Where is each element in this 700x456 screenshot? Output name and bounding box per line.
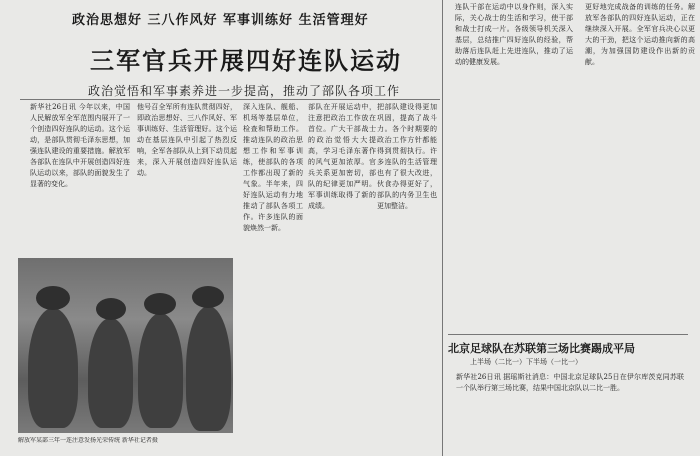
story2-body: 新华社26日讯 据瑶斯社消息：中国北京足球队25日在伊尔库茨克同苏联一个队举行第三场比赛，结果中国北京队以二比一胜。	[456, 373, 684, 392]
photo	[18, 258, 233, 433]
column-6: 连队干部在运动中以身作则，深入实际，关心战士的生活和学习，使干部和战士打成一片。各级领导机关深入基层，总结推广四好连队的经验，帮助落后连队赶上先进连队，推动了运动的健康发展。	[455, 3, 573, 66]
photo-figure-4	[186, 306, 231, 431]
column-5: 把部队建设得更加巩固，提高了战斗力。各个时期要的政治工作方针都能得到贯彻执行。许多连队的生活管理也有了很大改进，伙食办得更好了，部队的内务卫生也更加整洁。	[377, 103, 437, 210]
photo-figure-3	[138, 313, 183, 428]
photo-figure-2	[88, 318, 133, 428]
story2-rule	[448, 334, 688, 335]
column-divider	[442, 0, 443, 456]
subhead: 政治觉悟和军事素养进一步提高，推动了部队各项工作	[88, 84, 401, 98]
photo-cap-3	[144, 293, 176, 315]
photo-cap-2	[96, 298, 126, 320]
column-7: 更好地完成战备的训练的任务。解放军各部队的四好连队运动，正在继续深入开展。全军官兵决心以更大的干劲，把这个运动推向新的高潮，为加强国防建设作出新的贡献。	[585, 3, 695, 66]
photo-cap-4	[192, 286, 224, 308]
headline: 三军官兵开展四好连队运动	[90, 46, 402, 75]
column-1: 新华社26日讯 今年以来，中国人民解放军全军范围内展开了一个创造四好连队的运动。这个运动，是部队贯彻毛泽东思想，加强连队建设的重要措施。解放军各部队在连队中开展创造四好连队运动以来，部队的面貌发生了显著的变化。	[30, 103, 130, 188]
column-4: 部队在开展运动中，注意把政治工作放在首位。广大干部战士的政治觉悟大大提高，学习毛泽东著作的风气更加浓厚。官兵关系更加密切，部队的纪律更加严明。军事训练取得了新的成绩。	[308, 103, 376, 210]
photo-figure-1	[28, 308, 78, 428]
story2-note: 上半场（二比一）下半场（一比一）	[470, 358, 582, 366]
story2-title: 北京足球队在苏联第三场比赛踢成平局	[448, 342, 635, 355]
photo-caption: 解放军某部三年一连注意发扬光荣传统 新华社记者摄	[18, 437, 158, 444]
column-2: 他号召全军所有连队贯彻四好，即政治思想好、三八作风好、军事训练好、生活管理好。这个运动在基层连队中引起了热烈反响，全军各部队从上到下动员起来，深入开展创造四好连队运动。	[137, 103, 237, 177]
headline-rule	[20, 99, 440, 100]
column-3: 深入连队、舰船、机场等基层单位，检查和帮助工作。推动连队的政治思想工作和军事训练，使部队的各项工作都出现了新的气象。半年来，四好连队运动有力地推动了部队各项工作。许多连队的面貌焕然一新。	[243, 103, 303, 232]
slogan: 政治思想好 三八作风好 军事训练好 生活管理好	[72, 13, 369, 28]
photo-cap-1	[36, 286, 70, 310]
